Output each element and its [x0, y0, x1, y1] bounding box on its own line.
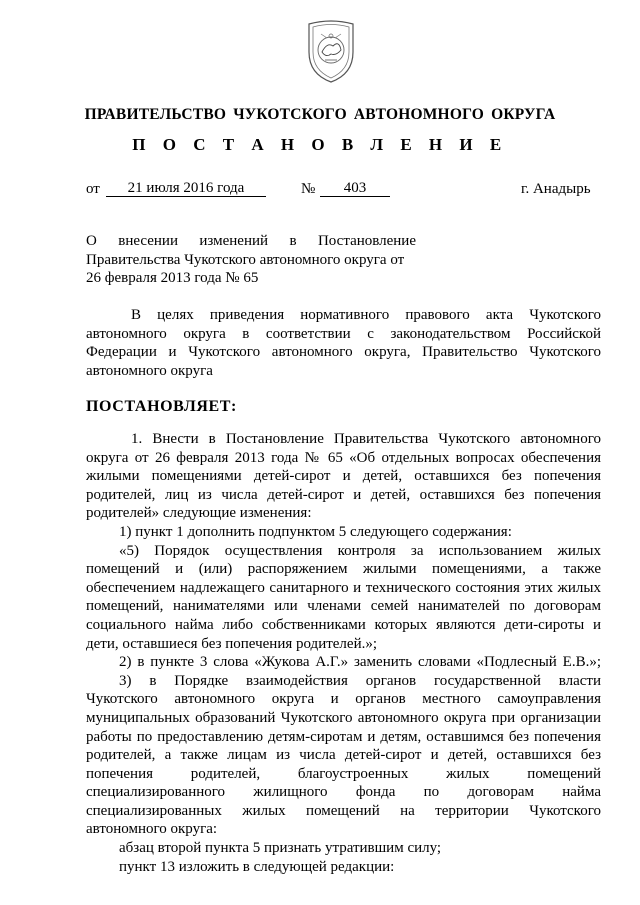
decree-body: [86, 430, 601, 876]
subject-line: Правительства Чукотского автономного округа от: [86, 251, 405, 268]
body-line: родителей» следующие изменения:: [86, 505, 312, 522]
body-line: жилыми помещениями детей-сирот и детей, оставшихся без попечения: [86, 468, 601, 485]
subject-line: 26 февраля 2013 года № 65: [86, 270, 259, 286]
body-line: «5) Порядок осуществления контроля за использованием жилых: [119, 542, 601, 559]
body-line: родителей, лиц из числа детей-сирот и детей, оставшихся без попечения: [86, 486, 601, 503]
government-title: ПРАВИТЕЛЬСТВО ЧУКОТСКОГО АВТОНОМНОГО ОКРУГА: [84, 106, 556, 123]
body-line: 3) в Порядке взаимодействия органов государственной власти: [119, 672, 601, 689]
document-subject: [86, 232, 416, 288]
body-line: 2) в пункте 3 слова «Жукова А.Г.» заменить словами «Подлесный Е.В.»;: [119, 654, 601, 671]
document-date: 21 июля 2016 года: [106, 181, 266, 197]
preamble-line: В целях приведения нормативного правового акта Чукотского: [131, 307, 601, 323]
emblem-of-chukotka-icon: [303, 16, 359, 86]
body-line: социального найма либо собственниками которых являются дети-сироты и: [86, 616, 601, 633]
body-line: специализированных жилых помещений на территории Чукотского: [86, 802, 601, 819]
body-line: муниципальных образований Чукотского автономного округа при организации: [86, 709, 601, 726]
preamble-line: Федерации и Чукотского автономного округа, Правительство Чукотского: [86, 344, 601, 361]
body-line: родителей, а также лицам из числа детей-сирот и детей, оставшихся без: [86, 747, 601, 764]
document-type-title: П О С Т А Н О В Л Е Н И Е: [132, 135, 508, 154]
body-line: 1) пункт 1 дополнить подпунктом 5 следующего содержания:: [119, 523, 512, 540]
body-line: дети, оставшиеся без попечения родителей.»;: [86, 635, 378, 652]
subject-line: О внесении изменений в Постановление: [86, 233, 416, 249]
city-label: г. Анадырь: [521, 181, 591, 197]
preamble-line: автономного округа в соответствии с законодательством Российской: [86, 325, 601, 342]
body-line: попечения родителей, благоустроенных жилых помещений: [86, 765, 601, 782]
body-line: пункт 13 изложить в следующей редакции:: [119, 858, 395, 875]
body-line: Чукотского автономного округа и органов местного самоуправления: [86, 691, 601, 708]
decree-heading: ПОСТАНОВЛЯЕТ:: [86, 398, 237, 415]
number-label: №: [301, 181, 316, 197]
document-number: 403: [320, 181, 390, 197]
preamble-line: автономного округа: [86, 362, 213, 379]
body-line: округа от 26 февраля 2013 года № 65 «Об отдельных вопросах обеспечения: [86, 449, 601, 466]
preamble: [86, 306, 601, 380]
body-line: помещений и (или) распоряжением жилыми помещениями, а также: [86, 561, 601, 578]
body-line: автономного округа:: [86, 821, 218, 838]
body-line: работы по предоставлению детям-сиротам и детям, оставшимся без попечения: [86, 728, 601, 745]
body-line: помещений, нанимателями или членами семей нанимателей по договорам: [86, 598, 601, 615]
body-line: 1. Внести в Постановление Правительства Чукотского автономного: [131, 431, 601, 447]
body-line: специализированного жилищного фонда по договорам найма: [86, 784, 601, 801]
body-line: обеспечением надлежащего санитарного и технического состояния этих жилых: [86, 579, 601, 596]
from-label: от: [86, 181, 100, 197]
body-line: абзац второй пункта 5 признать утратившим силу;: [119, 840, 442, 857]
